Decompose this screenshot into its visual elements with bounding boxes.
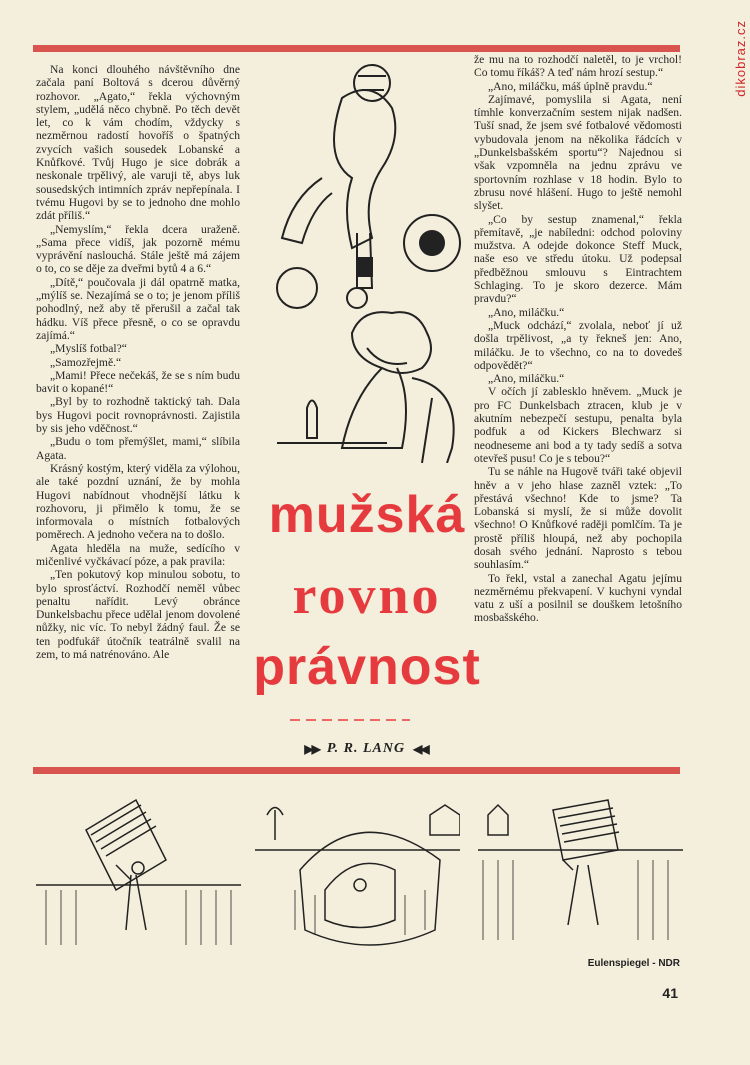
paragraph: „Byl by to rozhodně taktický tah. Dala bys Hugovi pocit rovnoprávnosti. Zajistila by sis jeho vděčnost.“	[36, 395, 240, 436]
decorative-dash	[290, 718, 410, 722]
paragraph: „Ten pokutový kop minulou sobotu, to bylo sprosťáctví. Rozhodčí neměl vůbec penaltu nařídit. Levý obránce Dunkelsbachu přece udělal jenom dovolené nůžky, nic víc. To nebyl žádný faul. Že se ten podfukář útočník teatrálně svalil na zem, to má natrénováno. Ale	[36, 568, 240, 662]
house	[488, 805, 508, 835]
player-sock	[357, 258, 372, 276]
ball-icon	[347, 288, 367, 308]
bottle	[307, 401, 317, 439]
article-title-line: mužská	[268, 486, 466, 544]
football-woman-illustration	[262, 58, 467, 463]
paragraph: „Ano, miláčku.“	[488, 305, 565, 319]
tree	[267, 808, 283, 841]
comic-credit: Eulenspiegel - NDR	[587, 958, 680, 969]
paragraph: „Muck odchází,“ zvolala, neboť jí už došla trpělivost, „a ty řekneš jen: Ano, miláčku. Je to všechno, co na to dovedeš odpovědět?“	[474, 318, 682, 372]
author-byline	[256, 738, 476, 760]
paragraph: Krásný kostým, který viděla za výlohou, ale také pozdní uznání, že by mohla Hugovi nabídnout vhodnější látku k rozhovoru, ji přimělo k tomu, že se informovala o místních fotbalových poměrech. A jednoho večera na to došlo.	[36, 461, 240, 542]
house	[430, 805, 460, 835]
paragraph: „Myslíš fotbal?“	[50, 342, 127, 356]
paragraph: „Nemyslím,“ řekla dcera uraženě. „Sama přece vidíš, jak pozorně mému vyprávění naslouchá. Stále ještě má zájem o to, co se děje za dveřmi bytů 4 a 6.“	[36, 222, 240, 276]
article-title-line: rovno	[292, 565, 442, 625]
middle-red-rule	[33, 767, 680, 774]
paragraph: „Co by sestup znamenal,“ řekla přemítavě, „je nabíledni: odchod poloviny mužstva. A odejde dokonce Steff Muck, naše eso ve středu útoku. Už podepsal předběžnou smlouvu s Eintrachtem Schlaging. To je skoro dezerce. Mám pravdu?“	[474, 212, 682, 306]
paragraph: „Samozřejmě.“	[50, 355, 122, 369]
paragraph: Tu se náhle na Hugově tváři také objevil hněv a v jeho hlase zazněl vztek: „To přestává všechno! Kde to jsme? Ta Lobanská si myslí, že si může dovolit všechno! O Knůfkové raději pomlčím. Ta je prostě příliš hloupá, než aby pochopila dosah svého jednání. Naprosto s tebou souhlasím.“	[474, 465, 682, 572]
paragraph: „Mami! Přece nečekáš, že se s ním budu bavit o kopané!“	[36, 368, 240, 396]
paragraph: Zajímavé, pomyslila si Agata, není tímhle konverzačním sestem nijak nadšen. Tuší snad, že jsem své fotbalové vědomosti vybudovala jenom na několika řádcích v „Dunkelsbašském sportu“? Najednou si však vzpomněla na jednu zprávu ve sportovním rozhlase v 18 hodin. Bylo to zbrusu nové hlášení. Hugo to ještě nemohl slyšet.	[474, 92, 682, 213]
paragraph: „Budu o tom přemýšlet, mami,“ slíbila Agata.	[36, 435, 240, 462]
author-name: P. R. LANG	[326, 741, 406, 756]
man-figure	[563, 860, 598, 925]
player-body	[334, 90, 395, 248]
ball-icon	[354, 65, 390, 101]
paragraph: To řekl, vstal a zanechal Agatu jejímu nezměrnému překvapení. V kuchyni vyndal vatu z uší a posilnil se douškem letošního mosbašského.	[474, 571, 682, 625]
comic-panel-1	[36, 790, 241, 950]
top-red-rule	[33, 45, 680, 52]
chair	[412, 378, 454, 463]
paragraph: V očích jí zablesklo hněvem. „Muck je pro FC Dunkelsbach ztracen, klub je v akutním nebezpečí sestupu, penalta byla podfuk a od Kickers Blechwarz si neodneseme ani bod a ty tady sedíš a sotva otevřeš pusu! Co je s tebou?“	[474, 385, 682, 465]
paragraph: „Dítě,“ poučovala ji dál opatrně matka, „mýlíš se. Nezajímá se o to; je jenom příliš pohodlný, než aby tě přerušil a začal tak hádku. Víš přece přesně, o co se opravdu zajímá.“	[36, 275, 240, 342]
player-leg	[282, 178, 332, 243]
woman-face	[367, 348, 407, 364]
paragraph: Na konci dlouhého návštěvního dne začala paní Boltová s dcerou důvěrný rozhovor. „Agato,“ řekla výchovným stylem, „udělá něco chybně. Po těch devět let, co k vám chodím, vždycky s nezměrnou radostí hovoříš o špatných zvycích vašich sousedek Lobanské a Knůfkové. Tvůj Hugo je sice dobrák a neskonale trpělivý, ale varuji tě, abys luk sousedských intimních zpráv nepřepínala. I tvému Hugovi by se to jednoho dne mohlo zdát příliš.“	[36, 63, 240, 223]
article-right-column	[474, 53, 682, 761]
arrow-left-icon: ◀◀	[413, 741, 428, 756]
woman-body	[342, 368, 406, 448]
arrow-right-icon: ▶▶	[304, 741, 319, 756]
paragraph: „Ano, miláčku, máš úplně pravdu.“	[488, 79, 653, 93]
site-watermark: dikobraz.cz	[733, 20, 748, 97]
paragraph: „Ano, miláčku.“	[488, 372, 565, 386]
paragraph: Agata hleděla na muže, sedícího v mičenlivé vyčkávací póze, a pak pravila:	[36, 541, 240, 568]
enclosure	[300, 832, 440, 945]
comic-panel-2	[255, 790, 460, 950]
comic-panel-3	[478, 790, 683, 950]
ball-icon	[277, 268, 317, 308]
article-left-column	[36, 63, 240, 761]
page-number: 41	[662, 985, 678, 1001]
paragraph: že mu na to rozhodčí naletěl, to je vrchol! Co tomu říkáš? A teď nám hrozí sestup.“	[474, 53, 682, 80]
article-title-line: právnost	[253, 638, 481, 696]
